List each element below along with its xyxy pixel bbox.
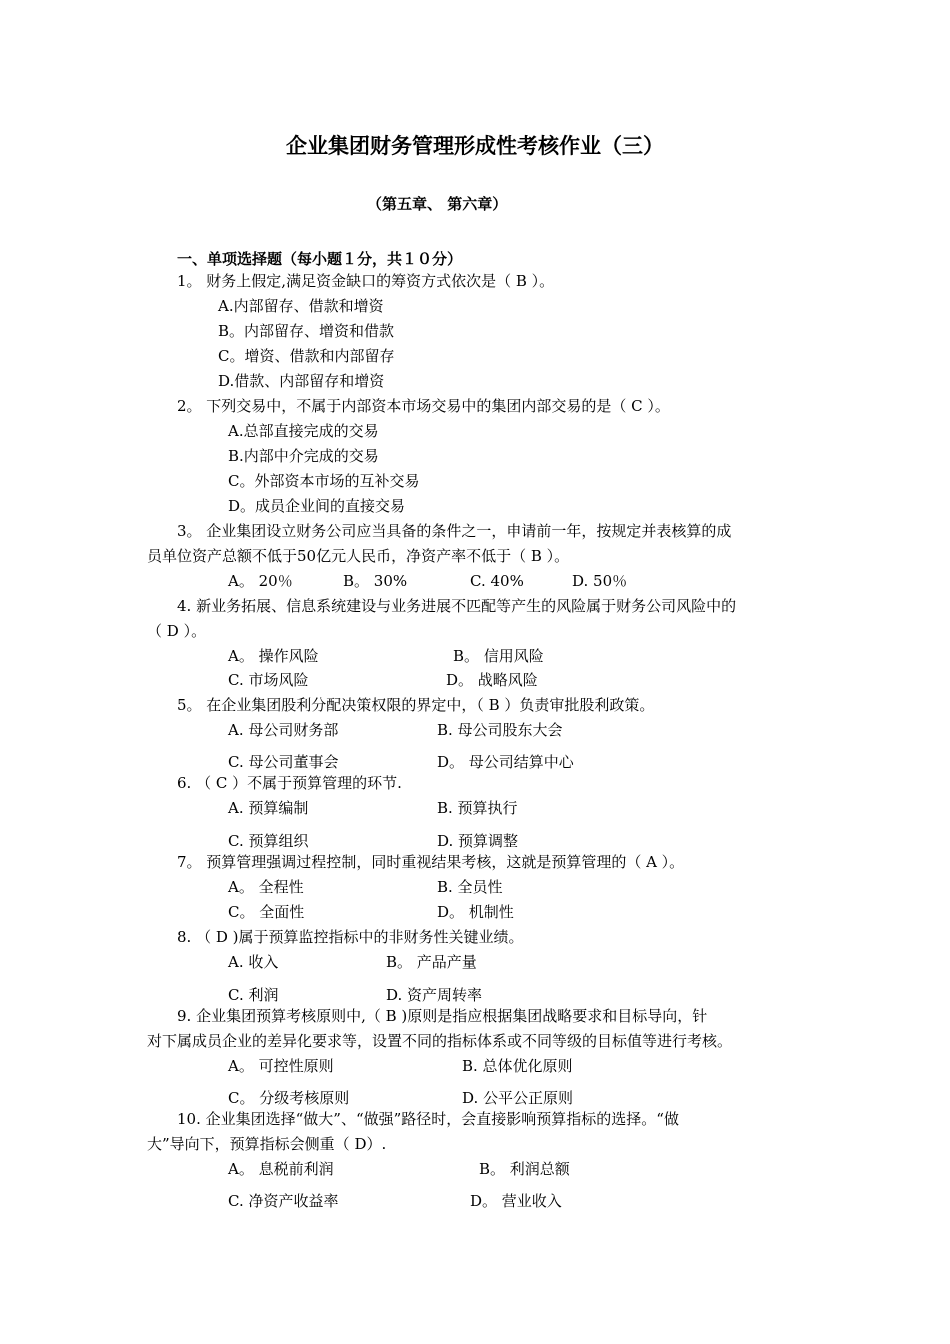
page-subtitle: （第五章、 第六章） [367, 195, 508, 213]
question-6-stem: 6. （ C ）不属于预算管理的环节. [177, 774, 402, 792]
question-3-option-b: B。 30% [343, 572, 408, 590]
section-heading: 一、单项选择题（每小题１分，共１０分） [177, 250, 463, 268]
question-8-option-b: B。 产品产量 [386, 953, 477, 971]
question-8-option-d: D. 资产周转率 [386, 986, 483, 1004]
question-5-option-a: A. 母公司财务部 [228, 721, 339, 739]
question-7-option-b: B. 全员性 [437, 878, 503, 896]
question-10-option-b: B。 利润总额 [479, 1160, 570, 1178]
question-4-option-c: C. 市场风险 [228, 671, 309, 689]
question-2-option-b: B.内部中介完成的交易 [228, 447, 379, 465]
question-4-stem-line2: （ D ）。 [147, 622, 207, 640]
question-9-option-d: D. 公平公正原则 [462, 1089, 574, 1107]
question-2-option-d: D。成员企业间的直接交易 [228, 497, 406, 515]
question-3-option-c: C. 40% [470, 572, 524, 590]
question-4-option-d: D。 战略风险 [446, 671, 538, 689]
question-7-option-c: C。 全面性 [228, 903, 305, 921]
question-1-stem: 1。 财务上假定,满足资金缺口的筹资方式依次是（ B ）。 [177, 272, 555, 290]
question-5-option-c: C. 母公司董事会 [228, 753, 339, 771]
question-5-option-b: B. 母公司股东大会 [437, 721, 563, 739]
question-10-option-c: C. 净资产收益率 [228, 1192, 339, 1210]
question-10-option-d: D。 营业收入 [470, 1192, 562, 1210]
page-title: 企业集团财务管理形成性考核作业（三） [286, 134, 664, 158]
question-4-option-a: A。 操作风险 [228, 647, 319, 665]
question-10-stem-line1: 10. 企业集团选择“做大”、“做强”路径时，会直接影响预算指标的选择。“做 [177, 1110, 679, 1128]
question-6-option-c: C. 预算组织 [228, 832, 309, 850]
question-6-option-b: B. 预算执行 [437, 799, 518, 817]
question-9-option-c: C。 分级考核原则 [228, 1089, 350, 1107]
question-6-option-d: D. 预算调整 [437, 832, 519, 850]
question-1-option-d: D.借款、内部留存和增资 [218, 372, 385, 390]
question-1-option-c: C。增资、借款和内部留存 [218, 347, 395, 365]
question-10-option-a: A。 息税前利润 [228, 1160, 334, 1178]
question-7-option-d: D。 机制性 [437, 903, 514, 921]
question-8-stem: 8. （ D )属于预算监控指标中的非财务性关键业绩。 [177, 928, 524, 946]
question-1-option-b: B。内部留存、增资和借款 [218, 322, 395, 340]
question-8-option-a: A. 收入 [228, 953, 279, 971]
question-2-option-a: A.总部直接完成的交易 [228, 422, 379, 440]
question-9-stem-line2: 对下属成员企业的差异化要求等，设置不同的指标体系或不同等级的目标值等进行考核。 [147, 1032, 733, 1050]
question-1-option-a: A.内部留存、借款和增资 [218, 297, 384, 315]
question-4-stem-line1: 4. 新业务拓展、信息系统建设与业务进展不匹配等产生的风险属于财务公司风险中的 [177, 597, 737, 615]
question-6-option-a: A. 预算编制 [228, 799, 309, 817]
question-5-option-d: D。 母公司结算中心 [437, 753, 574, 771]
question-3-option-a: A。 20％ [228, 572, 293, 590]
question-4-option-b: B。 信用风险 [453, 647, 544, 665]
question-5-stem: 5。 在企业集团股利分配决策权限的界定中，（ B ）负责审批股利政策。 [177, 696, 655, 714]
question-7-option-a: A。 全程性 [228, 878, 304, 896]
question-2-option-c: C。外部资本市场的互补交易 [228, 472, 420, 490]
question-3-option-d: D. 50％ [572, 572, 628, 590]
question-7-stem: 7。 预算管理强调过程控制，同时重视结果考核，这就是预算管理的（ A ）。 [177, 853, 685, 871]
question-10-stem-line2: 大”导向下，预算指标会侧重（ D）. [147, 1135, 387, 1153]
question-8-option-c: C. 利润 [228, 986, 279, 1004]
question-9-stem-line1: 9. 企业集团预算考核原则中,（ B )原则是指应根据集团战略要求和目标导向，针 [177, 1007, 708, 1025]
question-3-stem-line1: 3。 企业集团设立财务公司应当具备的条件之一，申请前一年，按规定并表核算的成 [177, 522, 732, 540]
question-3-stem-line2: 员单位资产总额不低于50亿元人民币，净资产率不低于（ B ）。 [147, 547, 570, 565]
question-2-stem: 2。 下列交易中，不属于内部资本市场交易中的集团内部交易的是（ C ）。 [177, 397, 670, 415]
question-9-option-b: B. 总体优化原则 [462, 1057, 573, 1075]
question-9-option-a: A。 可控性原则 [228, 1057, 334, 1075]
